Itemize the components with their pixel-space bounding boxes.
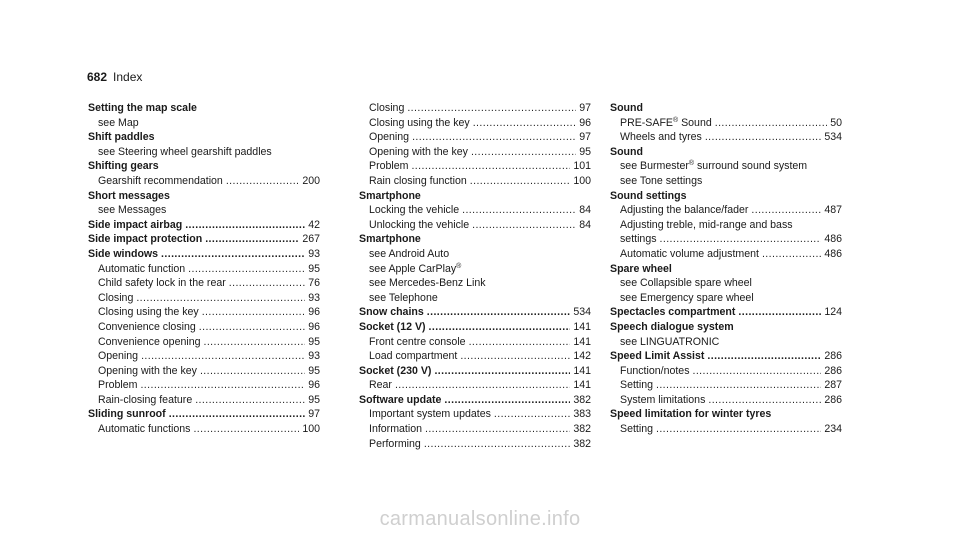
entry-text: Important system updates	[369, 408, 491, 421]
leader-dots	[693, 364, 822, 379]
page-ref: 95	[308, 364, 320, 377]
index-subentry	[359, 437, 591, 452]
leader-dots	[470, 174, 571, 189]
entry-text: see Map	[98, 116, 139, 129]
entry-text: Rear	[369, 379, 392, 392]
index-column-1	[88, 101, 320, 437]
registered-mark: ®	[456, 262, 462, 270]
index-subentry	[88, 116, 320, 131]
page-ref: 93	[308, 350, 320, 363]
leader-dots	[226, 174, 299, 189]
index-heading	[610, 145, 842, 160]
entry-text: see Tone settings	[620, 174, 703, 187]
index-heading	[359, 305, 591, 320]
leader-dots	[141, 349, 305, 364]
leader-dots	[473, 116, 577, 131]
page-ref: 234	[824, 423, 842, 436]
leader-dots	[434, 364, 570, 379]
leader-dots	[229, 276, 305, 291]
index-subentry	[88, 364, 320, 379]
index-heading	[610, 189, 842, 204]
index-subentry	[359, 335, 591, 350]
entry-text: Closing using the key	[98, 306, 199, 319]
page-ref: 95	[308, 393, 320, 406]
index-heading	[88, 218, 320, 233]
page-ref: 382	[573, 437, 591, 450]
index-subentry	[359, 422, 591, 437]
leader-dots	[705, 130, 821, 145]
index-subentry	[88, 262, 320, 277]
entry-text: see Android Auto	[369, 247, 450, 260]
index-subentry	[88, 145, 320, 160]
index-subentry	[359, 349, 591, 364]
page-ref: 141	[573, 379, 591, 392]
index-subentry	[359, 218, 591, 233]
page-ref: 50	[830, 116, 842, 129]
leader-dots	[193, 422, 299, 437]
page-ref: 100	[573, 174, 591, 187]
leader-dots	[161, 247, 305, 262]
index-subentry	[610, 276, 842, 291]
index-heading	[610, 101, 842, 116]
index-heading	[359, 393, 591, 408]
watermark: carmanualsonline.info	[379, 508, 581, 530]
index-subentry	[88, 291, 320, 306]
leader-dots	[412, 130, 576, 145]
leader-dots	[762, 247, 821, 262]
page-ref: 286	[824, 393, 842, 406]
entry-text: see Messages	[98, 204, 167, 217]
leader-dots	[429, 320, 571, 335]
index-subentry	[610, 247, 842, 262]
index-heading	[610, 320, 842, 335]
index-subentry	[610, 116, 842, 131]
index-subentry	[610, 218, 842, 233]
leader-dots	[656, 422, 821, 437]
entry-text: Side windows	[88, 247, 159, 260]
index-heading	[610, 407, 842, 422]
index-heading	[88, 247, 320, 262]
page-ref: 534	[573, 306, 591, 319]
section-title: Index	[113, 70, 143, 84]
page-ref: 93	[308, 247, 320, 260]
entry-text: Information	[369, 423, 422, 436]
index-subentry	[610, 422, 842, 437]
index-subentry	[359, 116, 591, 131]
leader-dots	[185, 218, 305, 233]
index-heading	[359, 320, 591, 335]
page-ref: 141	[573, 364, 591, 377]
page-ref: 383	[573, 408, 591, 421]
entry-text: Socket (230 V)	[359, 364, 432, 377]
leader-dots	[738, 305, 821, 320]
entry-text: Smartphone	[359, 233, 421, 246]
entry-text: Performing	[369, 437, 421, 450]
leader-dots	[136, 291, 305, 306]
entry-text: Wheels and tyres	[620, 131, 702, 144]
index-subentry	[610, 159, 842, 174]
page-ref: 95	[308, 335, 320, 348]
entry-text: Shifting gears	[88, 160, 159, 173]
index-heading	[610, 305, 842, 320]
entry-text: Rain closing function	[369, 174, 467, 187]
page-ref: 97	[579, 102, 591, 114]
entry-text: Socket (12 V)	[359, 320, 426, 333]
entry-text: Closing	[98, 291, 134, 304]
page-ref: 100	[302, 423, 320, 436]
entry-text: System limitations	[620, 393, 706, 406]
leader-dots	[708, 393, 821, 408]
entry-text: see Collapsible spare wheel	[620, 277, 752, 290]
entry-text: Closing using the key	[369, 116, 470, 129]
entry-text: see Telephone	[369, 291, 438, 304]
page-ref: 142	[573, 350, 591, 363]
page-ref: 286	[824, 364, 842, 377]
entry-text: Spectacles compartment	[610, 306, 736, 319]
leader-dots	[202, 305, 306, 320]
index-heading	[88, 189, 320, 204]
page-ref: 95	[579, 145, 591, 158]
entry-text: Rain-closing feature	[98, 393, 193, 406]
index-heading	[359, 364, 591, 379]
entry-text: Speed limitation for winter tyres	[610, 408, 772, 421]
leader-dots	[469, 335, 571, 350]
entry-text: Front centre console	[369, 335, 466, 348]
entry-text: Side impact airbag	[88, 218, 183, 231]
entry-text: Gearshift recommendation	[98, 174, 223, 187]
entry-text: Automatic function	[98, 262, 186, 275]
index-subentry	[88, 335, 320, 350]
leader-dots	[715, 116, 827, 131]
entry-text: Locking the vehicle	[369, 204, 460, 217]
leader-dots	[494, 407, 570, 422]
index-heading	[359, 232, 591, 247]
leader-dots	[195, 393, 305, 408]
page-ref: 382	[573, 393, 591, 406]
index-column-2	[359, 101, 591, 451]
entry-text: Child safety lock in the rear	[98, 277, 226, 290]
leader-dots	[472, 218, 576, 233]
index-subentry	[359, 276, 591, 291]
entry-text: Shift paddles	[88, 131, 155, 144]
leader-dots	[427, 305, 571, 320]
index-subentry	[359, 378, 591, 393]
index-subentry	[88, 422, 320, 437]
entry-text: Spare wheel	[610, 262, 672, 275]
page-ref: 487	[824, 204, 842, 217]
index-subentry	[610, 364, 842, 379]
page-header	[87, 70, 142, 84]
leader-dots	[204, 335, 306, 350]
page-ref: 84	[579, 218, 591, 231]
index-subentry	[88, 349, 320, 364]
entry-text: Adjusting the balance/fader	[620, 204, 749, 217]
page-number: 682	[87, 70, 108, 84]
index-subentry	[88, 305, 320, 320]
index-subentry	[88, 276, 320, 291]
entry-text: Sound	[610, 145, 643, 158]
page-ref: 96	[308, 320, 320, 333]
entry-text: Problem	[369, 160, 409, 173]
page-ref: 534	[824, 131, 842, 144]
page-ref: 95	[308, 262, 320, 275]
index-heading	[88, 232, 320, 247]
entry-text: Side impact protection	[88, 233, 203, 246]
index-subentry	[88, 378, 320, 393]
index-subentry	[88, 174, 320, 189]
leader-dots	[460, 349, 570, 364]
page-ref: 287	[824, 379, 842, 392]
entry-text: Opening	[98, 350, 139, 363]
page-ref: 286	[824, 350, 842, 363]
index-heading	[88, 407, 320, 422]
entry-text: Opening with the key	[369, 145, 468, 158]
index-subentry	[359, 247, 591, 262]
leader-dots	[444, 393, 570, 408]
entry-text: Sound settings	[610, 189, 687, 202]
index-subentry	[610, 203, 842, 218]
page-ref: 141	[573, 335, 591, 348]
entry-text: Sound	[610, 102, 643, 114]
registered-mark: ®	[672, 116, 679, 124]
index-subentry	[359, 145, 591, 160]
page-ref: 84	[579, 204, 591, 217]
entry-text: Automatic volume adjustment	[620, 247, 759, 260]
entry-text: see Steering wheel gearshift paddles	[98, 145, 272, 158]
page-ref: 382	[573, 423, 591, 436]
index-heading	[88, 159, 320, 174]
index-subentry	[359, 262, 591, 277]
index-subentry	[359, 159, 591, 174]
leader-dots	[140, 378, 305, 393]
entry-text: Automatic functions	[98, 423, 191, 436]
leader-dots	[199, 320, 305, 335]
entry-text: see Mercedes-Benz Link	[369, 277, 486, 290]
leader-dots	[471, 145, 576, 160]
page-ref: 42	[308, 218, 320, 231]
page-ref: 267	[302, 233, 320, 246]
entry-text: Setting	[620, 379, 653, 392]
index-subentry	[359, 130, 591, 145]
leader-dots	[411, 159, 570, 174]
index-subentry	[359, 407, 591, 422]
entry-text: see LINGUATRONIC	[620, 335, 720, 348]
leader-dots	[660, 232, 822, 247]
entry-text: settings	[620, 233, 657, 246]
page-ref: 96	[579, 116, 591, 129]
index-subentry	[610, 291, 842, 306]
leader-dots	[407, 101, 576, 116]
entry-text: Software update	[359, 393, 442, 406]
leader-dots	[169, 407, 306, 422]
entry-text: Short messages	[88, 189, 170, 202]
entry-text: Smartphone	[359, 189, 421, 202]
registered-mark: ®	[688, 160, 695, 168]
entry-text: Opening	[369, 131, 410, 144]
entry-text: Closing	[369, 102, 405, 114]
index-subentry	[359, 203, 591, 218]
page-ref: 486	[824, 247, 842, 260]
index-heading	[88, 101, 320, 116]
index-heading	[359, 189, 591, 204]
page-ref: 200	[302, 174, 320, 187]
index-subentry	[88, 393, 320, 408]
page-ref: 101	[573, 160, 591, 173]
index-subentry	[610, 378, 842, 393]
leader-dots	[462, 203, 576, 218]
entry-text: Problem	[98, 379, 138, 392]
index-heading	[610, 349, 842, 364]
index-subentry	[88, 203, 320, 218]
leader-dots	[188, 262, 305, 277]
leader-dots	[424, 437, 571, 452]
entry-text: Load compartment	[369, 350, 458, 363]
entry-text: Speed Limit Assist	[610, 350, 705, 363]
leader-dots	[751, 203, 821, 218]
entry-text: see Burmester® surround sound system	[620, 160, 808, 173]
leader-dots	[200, 364, 305, 379]
page-ref: 93	[308, 291, 320, 304]
page-ref: 96	[308, 306, 320, 319]
entry-text: see Apple CarPlay®	[369, 262, 462, 275]
index-subentry	[610, 130, 842, 145]
leader-dots	[205, 232, 299, 247]
entry-text: PRE-SAFE® Sound	[620, 116, 712, 129]
leader-dots	[395, 378, 570, 393]
entry-text: Setting the map scale	[88, 102, 197, 114]
page-ref: 141	[573, 320, 591, 333]
page-ref: 124	[824, 306, 842, 319]
entry-text: see Emergency spare wheel	[620, 291, 754, 304]
entry-text: Opening with the key	[98, 364, 197, 377]
entry-text: Snow chains	[359, 306, 424, 319]
entry-text: Setting	[620, 423, 653, 436]
page-ref: 97	[579, 131, 591, 144]
entry-text: Speech dialogue system	[610, 320, 734, 333]
entry-text: Sliding sunroof	[88, 408, 166, 421]
page-ref: 486	[824, 233, 842, 246]
page-ref: 96	[308, 379, 320, 392]
index-subentry	[359, 101, 591, 116]
index-heading	[610, 262, 842, 277]
entry-text: Unlocking the vehicle	[369, 218, 470, 231]
entry-text: Convenience opening	[98, 335, 201, 348]
index-subentry	[610, 232, 842, 247]
leader-dots	[425, 422, 570, 437]
index-subentry	[610, 335, 842, 350]
page-ref: 76	[308, 277, 320, 290]
index-subentry	[610, 393, 842, 408]
index-column-3	[610, 101, 842, 437]
page-ref: 97	[308, 408, 320, 421]
entry-text: Function/notes	[620, 364, 690, 377]
index-subentry	[88, 320, 320, 335]
leader-dots	[707, 349, 821, 364]
index-subentry	[359, 174, 591, 189]
index-subentry	[359, 291, 591, 306]
entry-text: Adjusting treble, mid-range and bass	[620, 218, 793, 231]
index-heading	[88, 130, 320, 145]
entry-text: Convenience closing	[98, 320, 196, 333]
index-subentry	[610, 174, 842, 189]
leader-dots	[656, 378, 821, 393]
